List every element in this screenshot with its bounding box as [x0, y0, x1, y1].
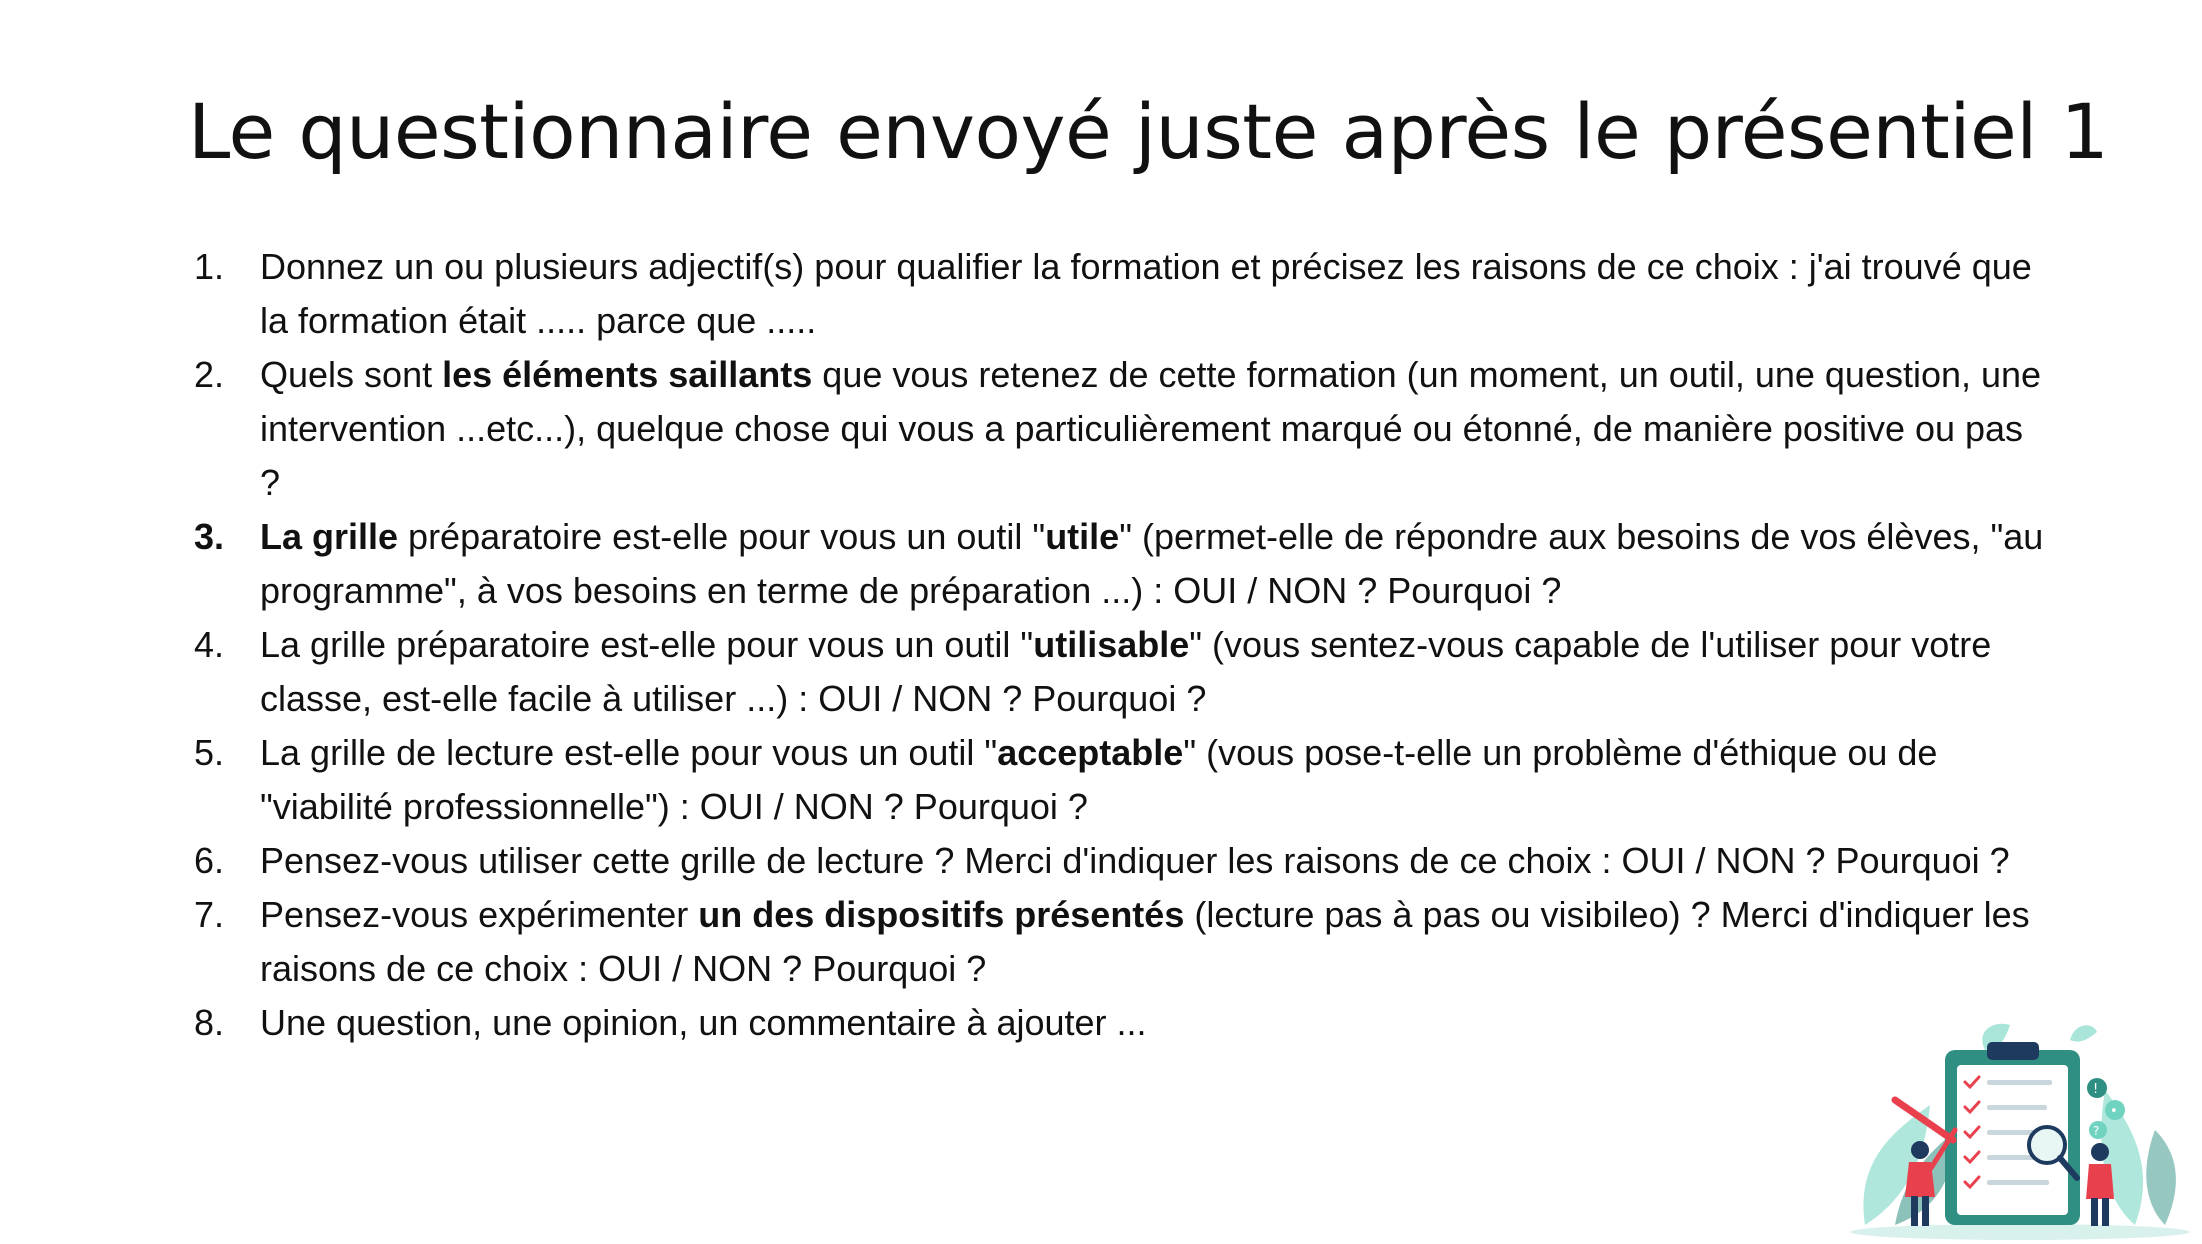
question-item — [188, 726, 2048, 834]
question-number: 6. — [194, 840, 225, 881]
question-item — [188, 834, 2048, 888]
question-text — [260, 516, 2043, 611]
question-item — [188, 618, 2048, 726]
question-number: 3. — [194, 516, 225, 557]
question-text-segment: La grille préparatoire est-elle pour vous un outil " — [260, 624, 1034, 665]
question-emphasis: La grille — [260, 516, 399, 557]
slide-title: Le questionnaire envoyé juste après le présentiel 1 — [188, 87, 2109, 176]
question-text-segment: " (vous sentez-vous capable de l'utiliser pour votre classe, est-elle facile à utiliser ...) : OUI / NON ? Pourquoi ? — [260, 624, 1992, 719]
questionnaire-clipboard-illustration-icon — [1835, 1010, 2195, 1240]
questions-list — [188, 240, 2048, 1050]
question-emphasis: acceptable — [997, 732, 1184, 773]
question-number: 1. — [194, 246, 225, 287]
question-emphasis: utile — [1045, 516, 1120, 557]
svg-text:!: ! — [2093, 1082, 2099, 1097]
svg-text:•: • — [2110, 1104, 2118, 1119]
question-text-segment: La grille de lecture est-elle pour vous un outil " — [260, 732, 998, 773]
question-text — [260, 840, 2010, 881]
question-number: 7. — [194, 894, 225, 935]
question-item — [188, 510, 2048, 618]
question-item — [188, 240, 2048, 348]
question-emphasis: les éléments saillants — [442, 354, 813, 395]
question-text-segment: (lecture pas à pas ou visibileo) ? Merci d'indiquer les raisons de ce choix : OUI / NON ? Pourquoi ? — [260, 894, 2030, 989]
question-text-segment: Une question, une opinion, un commentaire à ajouter ... — [260, 1002, 1147, 1043]
question-text-segment: Donnez un ou plusieurs adjectif(s) pour qualifier la formation et précisez les raisons de ce choix : j'ai trouvé que la formation était ..... parce que ..... — [260, 246, 2032, 341]
question-item — [188, 348, 2048, 510]
question-emphasis: utilisable — [1033, 624, 1190, 665]
svg-text:?: ? — [2093, 1124, 2100, 1138]
question-text — [260, 246, 2032, 341]
question-number: 4. — [194, 624, 225, 665]
question-number: 5. — [194, 732, 225, 773]
question-item — [188, 996, 2048, 1050]
question-number: 2. — [194, 354, 225, 395]
question-text-segment: Pensez-vous expérimenter — [260, 894, 699, 935]
question-text-segment: Quels sont — [260, 354, 443, 395]
question-text-segment: Pensez-vous utiliser cette grille de lecture ? Merci d'indiquer les raisons de ce choix : OUI / NON ? Pourquoi ? — [260, 840, 2010, 881]
question-text-segment: " (vous pose-t-elle un problème d'éthique ou de "viabilité professionnelle") : OUI / NON ? Pourquoi ? — [260, 732, 1938, 827]
question-item — [188, 888, 2048, 996]
question-text — [260, 354, 2041, 503]
question-text — [260, 624, 1991, 719]
question-text-segment: que vous retenez de cette formation (un moment, un outil, une question, une intervention ...etc...), quelque chose qui vous a particulièrement marqué ou étonné, de manière positive ou pas ? — [260, 354, 2042, 503]
question-text — [260, 732, 1937, 827]
question-text-segment: préparatoire est-elle pour vous un outil " — [398, 516, 1046, 557]
question-text — [260, 1002, 1147, 1043]
question-number: 8. — [194, 1002, 225, 1043]
question-text-segment: " (permet-elle de répondre aux besoins de vos élèves, "au programme", à vos besoins en terme de préparation ...) : OUI / NON ? Pourquoi ? — [260, 516, 2044, 611]
question-emphasis: un des dispositifs présentés — [698, 894, 1185, 935]
question-text — [260, 894, 2030, 989]
